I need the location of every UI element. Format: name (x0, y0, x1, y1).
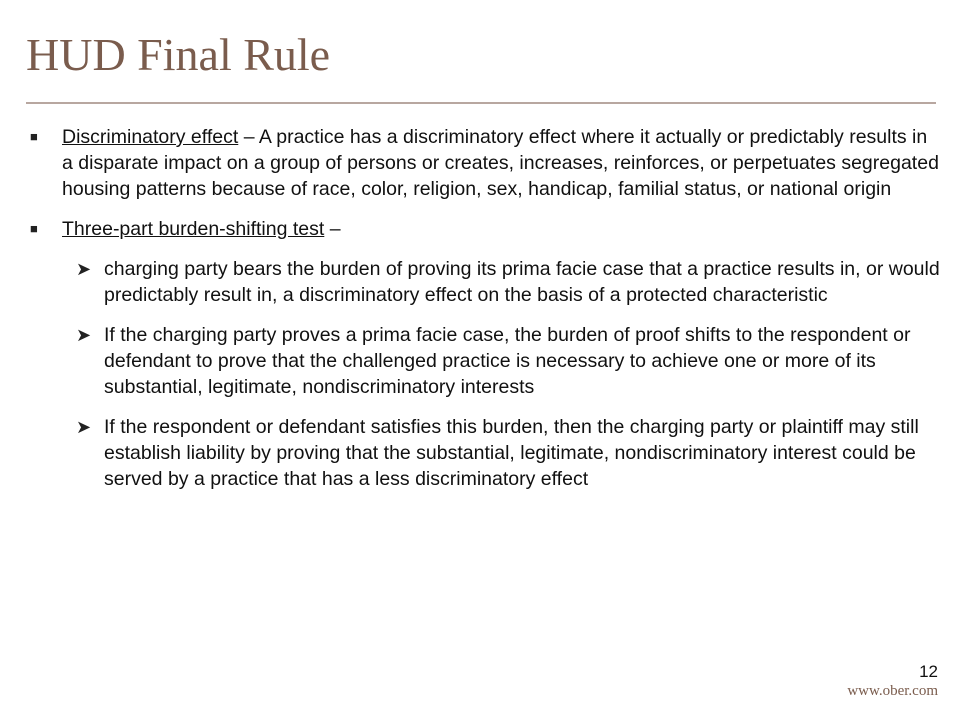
arrow-bullet-icon: ➤ (76, 417, 92, 437)
square-bullet-icon: ■ (30, 221, 38, 236)
title-divider (26, 102, 936, 104)
bullet-item (26, 124, 940, 202)
bullet-label: Discriminatory effect (62, 126, 239, 148)
slide-content (26, 124, 940, 506)
bullet-body: – (324, 218, 341, 240)
sub-bullet-text: If the respondent or defendant satisfies this burden, then the charging party or plaintiff may still establish liability by proving that the substantial, legitimate, nondiscriminatory interest could be served by a practice that has a less discriminatory effect (104, 416, 919, 490)
bullet-text (62, 216, 940, 242)
bullet-item (26, 216, 940, 242)
sub-bullet-text: charging party bears the burden of proving its prima facie case that a practice results in, or would predictably result in, a discriminatory effect on the basis of a protected characteristic (104, 258, 940, 306)
square-bullet-icon: ■ (30, 129, 38, 144)
bullet-text (62, 124, 940, 202)
sub-bullet-text: If the charging party proves a prima facie case, the burden of proof shifts to the respondent or defendant to prove that the challenged practice is necessary to achieve one or more of its substantial, legitimate, nondiscriminatory interests (104, 324, 911, 398)
sub-bullet-item (76, 414, 940, 492)
arrow-bullet-icon: ➤ (76, 325, 92, 345)
bullet-label: Three-part burden-shifting test (62, 218, 325, 240)
slide-title: HUD Final Rule (26, 29, 331, 80)
sub-bullet-item (76, 322, 940, 400)
bullet-body: – A practice has a discriminatory effect where it actually or predictably results in a disparate impact on a group of persons or creates, increases, reinforces, or perpetuates segregated housing patterns because of race, color, religion, sex, handicap, familial status, or national origin (62, 126, 939, 200)
sub-bullet-item (76, 256, 940, 308)
footer-url: www.ober.com (847, 683, 938, 699)
arrow-bullet-icon: ➤ (76, 259, 92, 279)
page-number: 12 (919, 662, 938, 681)
